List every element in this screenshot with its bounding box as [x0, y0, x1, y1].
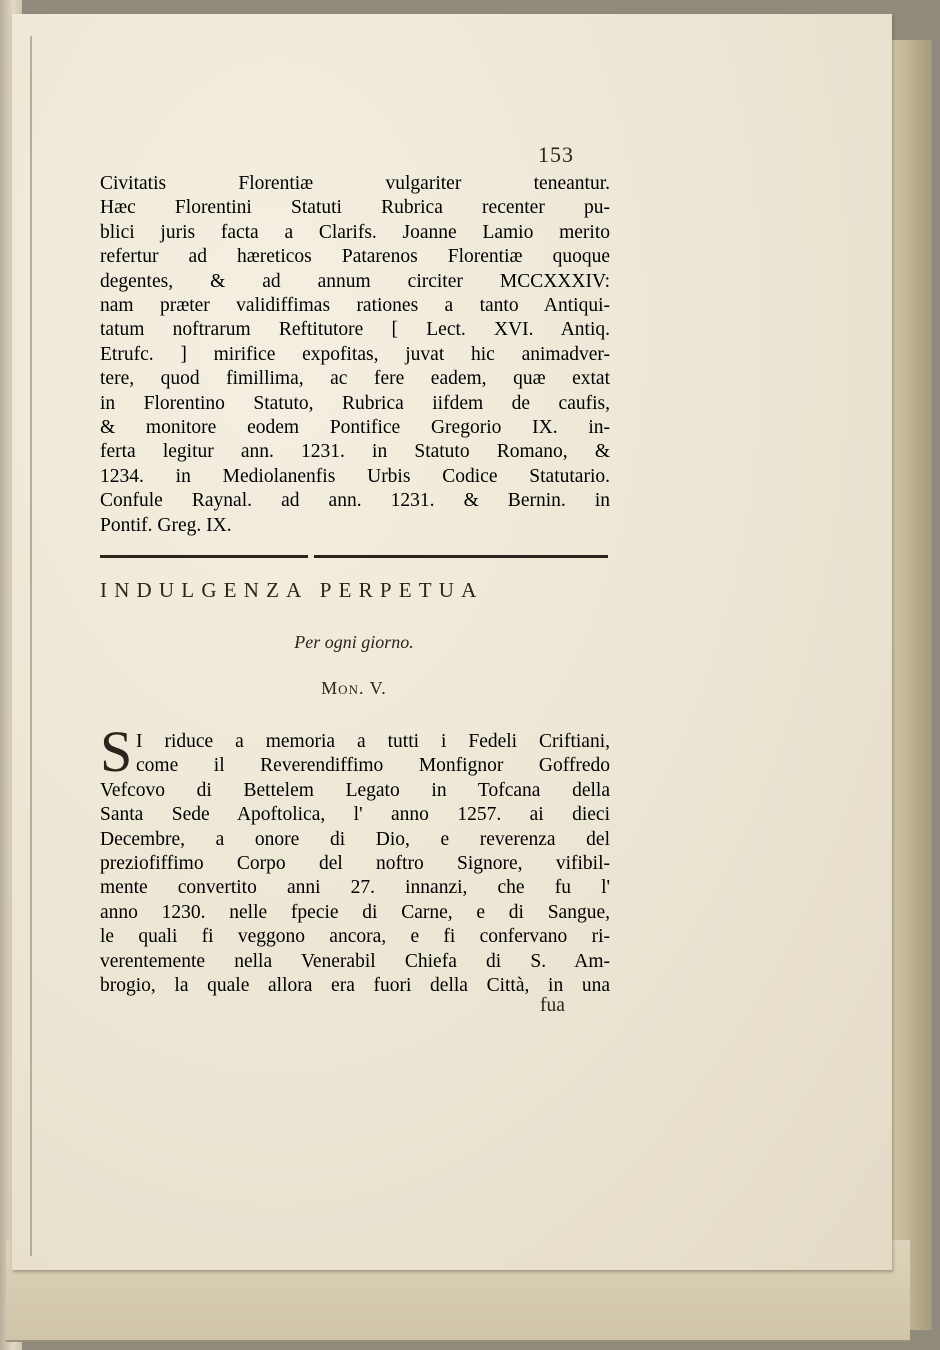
text-line: le quali fi veggono ancora, e fi confervano ri- — [100, 926, 610, 948]
text-line: anno 1230. nelle fpecie di Carne, e di Sangue, — [100, 901, 610, 923]
section-label: Mon. V. — [321, 678, 387, 698]
text-line: & monitore eodem Pontifice Gregorio IX. in- — [100, 417, 610, 439]
text-line: tatum noftrarum Reftitutore [ Lect. XVI. Antiq. — [100, 319, 610, 341]
text-line: Santa Sede Apoftolica, l' anno 1257. ai dieci — [100, 804, 610, 826]
text-line: tere, quod fimillima, ac fere eadem, quæ extat — [100, 368, 610, 390]
gutter-line — [30, 36, 32, 1256]
text-line: Civitatis Florentiæ vulgariter teneantur. — [100, 173, 610, 194]
section-rule — [100, 555, 608, 558]
page-number: 153 — [538, 142, 574, 167]
text-line: mente convertito anni 27. innanzi, che fu l' — [100, 877, 610, 899]
text-line: blici juris facta a Clarifs. Joanne Lamio merito — [100, 221, 610, 243]
text-line: brogio, la quale allora era fuori della Città, in una — [100, 975, 610, 997]
text-line: verentemente nella Venerabil Chiefa di S. Am- — [100, 950, 610, 972]
text-line: degentes, & ad annum circiter MCCXXXIV: — [100, 270, 610, 292]
text-line: nam præter validiffimas rationes a tanto Antiqui- — [100, 295, 610, 317]
text-line: refertur ad hæreticos Patarenos Florentiæ quoque — [100, 246, 610, 268]
latin-paragraph — [100, 172, 610, 538]
text-line: come il Reverendiffimo Monfignor Goffredo — [136, 755, 610, 777]
text-line: in Florentino Statuto, Rubrica iifdem de caufis, — [100, 392, 610, 414]
text-line: Hæc Florentini Statuti Rubrica recenter pu- — [100, 197, 610, 219]
italian-paragraph — [100, 730, 610, 998]
text-line: Pontif. Greg. IX. — [100, 514, 232, 536]
section-subheading: Per ogni giorno. — [294, 632, 414, 652]
text-line: I riduce a memoria a tutti i Fedeli Criftiani, — [136, 731, 610, 752]
section-heading: INDULGENZA PERPETUA — [100, 578, 484, 602]
drop-capital: S — [100, 719, 133, 784]
text-line: preziofiffimo Corpo del noftro Signore, vifibil- — [100, 853, 610, 875]
text-line: Decembre, a onore di Dio, e reverenza del — [100, 828, 610, 850]
catchword: fua — [540, 995, 565, 1016]
text-line: ferta legitur ann. 1231. in Statuto Romano, & — [100, 441, 610, 463]
text-line: Etrufc. ] mirifice expofitas, juvat hic animadver- — [100, 343, 610, 365]
text-line: 1234. in Mediolanenfis Urbis Codice Statutario. — [100, 465, 610, 487]
text-line: Vefcovo di Bettelem Legato in Tofcana della — [100, 779, 610, 801]
text-line: Confule Raynal. ad ann. 1231. & Bernin. in — [100, 490, 610, 512]
